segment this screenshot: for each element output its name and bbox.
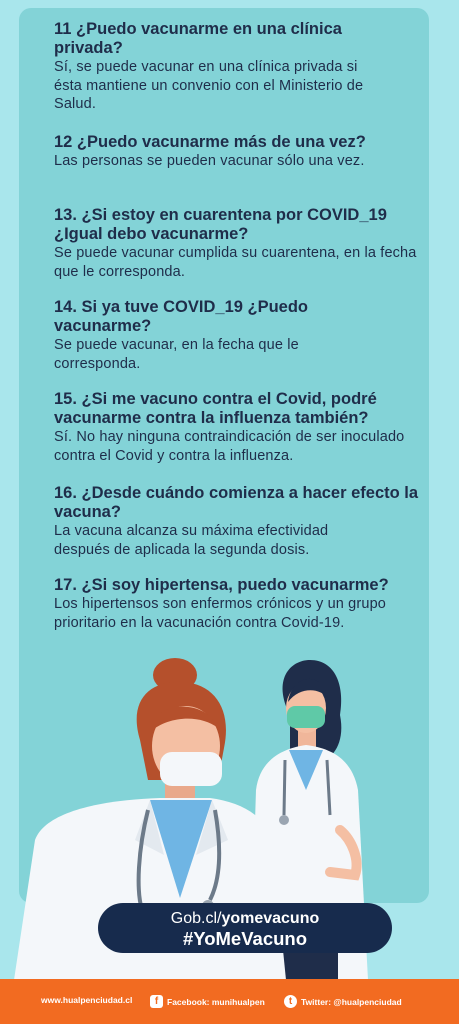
- faq-answer: Se puede vacunar, en la fecha que le corresponda.: [54, 337, 299, 372]
- footer-website[interactable]: [41, 995, 132, 1005]
- faq-question: 12 ¿Puedo vacunarme más de una vez?: [54, 133, 366, 151]
- faq-answer: Los hipertensos son enfermos crónicos y un grupo prioritario en la vacunación contra Covid-19.: [54, 596, 387, 631]
- faq-item-11: [54, 20, 424, 114]
- campaign-url-path: yomevacuno: [221, 910, 320, 927]
- faq-answer: La vacuna alcanza su máxima efectividad después de aplicada la segunda dosis.: [54, 523, 329, 558]
- faq-answer: Se puede vacunar cumplida su cuarentena, en la fecha que le corresponda.: [54, 245, 417, 280]
- footer-bar: [0, 979, 459, 1024]
- faq-item-15: [54, 390, 424, 465]
- footer-twitter-label[interactable]: Twitter: @hualpenciudad: [301, 996, 402, 1007]
- footer-facebook-label[interactable]: Facebook: munihualpen: [167, 996, 265, 1007]
- faq-item-17: [54, 576, 424, 632]
- faq-question: 14. Si ya tuve COVID_19 ¿Puedo vacunarme?: [54, 298, 309, 335]
- facebook-icon: f: [150, 995, 163, 1008]
- faq-answer: Sí, se puede vacunar en una clínica privada si ésta mantiene un convenio con el Ministerio de Salud.: [54, 59, 364, 112]
- faq-question: 11 ¿Puedo vacunarme en una clínica privada?: [54, 20, 342, 57]
- footer-website-label[interactable]: www.hualpenciudad.cl: [41, 995, 133, 1005]
- faq-answer: Sí. No hay ninguna contraindicación de ser inoculado contra el Covid y contra la influenza.: [54, 429, 405, 464]
- faq-item-12: [54, 133, 424, 171]
- faq-question: 16. ¿Desde cuándo comienza a hacer efecto la vacuna?: [54, 484, 419, 521]
- campaign-hashtag: #YoMeVacuno: [182, 928, 308, 949]
- footer-facebook[interactable]: [150, 995, 265, 1008]
- campaign-url: [98, 903, 392, 928]
- faq-question: 13. ¿Si estoy en cuarentena por COVID_19 ¿Igual debo vacunarme?: [54, 206, 387, 243]
- faq-question: 15. ¿Si me vacuno contra el Covid, podré vacunarme contra la influenza también?: [54, 390, 377, 427]
- faq-answer: Las personas se pueden vacunar sólo una vez.: [54, 153, 365, 169]
- campaign-url-prefix: Gob.cl/: [170, 910, 222, 927]
- faq-question: 17. ¿Si soy hipertensa, puedo vacunarme?: [54, 576, 389, 594]
- faq-item-14: [54, 298, 424, 373]
- campaign-badge: [98, 903, 392, 953]
- footer-twitter[interactable]: [284, 995, 402, 1008]
- faq-item-16: [54, 484, 424, 559]
- faq-item-13: [54, 206, 424, 281]
- twitter-icon: t: [284, 995, 297, 1008]
